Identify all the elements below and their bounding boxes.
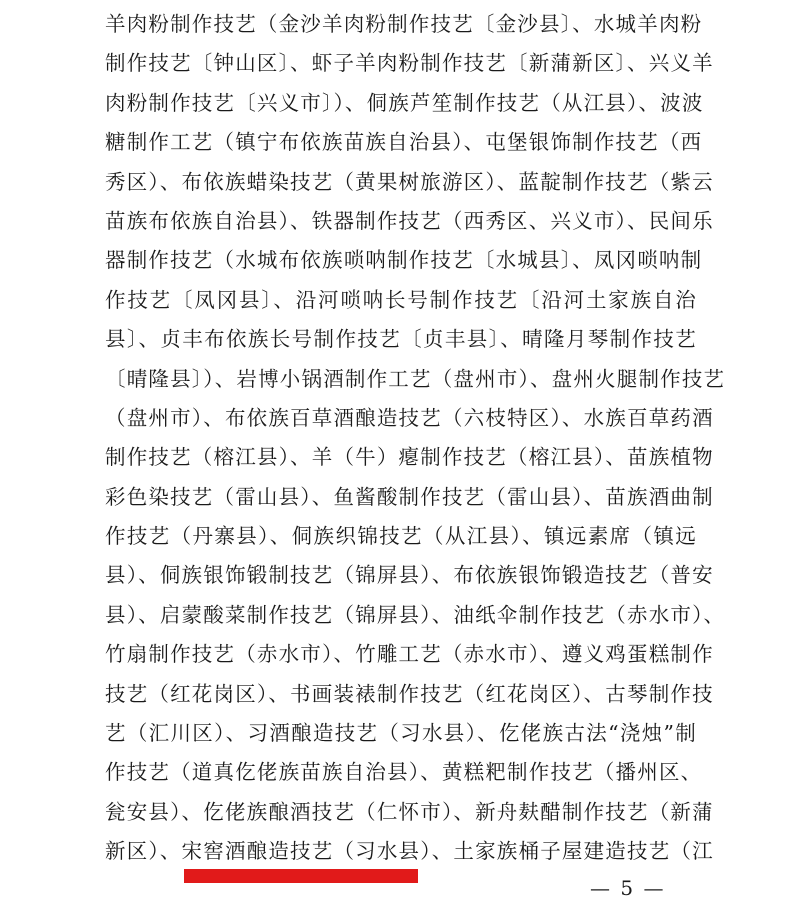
text-line: 县）、启蒙酸菜制作技艺（锦屏县）、油纸伞制作技艺（赤水市）、 [105,602,726,627]
text-line: 糖制作工艺（镇宁布依族苗族自治县）、屯堡银饰制作技艺（西 [105,130,703,155]
text-line: 瓮安县）、仡佬族酿酒技艺（仁怀市）、新舟麸醋制作技艺（新蒲 [105,799,714,824]
text-line: 制作技艺（榕江县）、羊（牛）瘪制作技艺（榕江县）、苗族植物 [105,445,714,470]
text-line: 作技艺（丹寨县）、侗族织锦技艺（从江县）、镇远素席（镇远 [105,524,697,549]
text-line: 制作技艺〔钟山区〕、虾子羊肉粉制作技艺〔新蒲新区〕、兴义羊 [105,51,714,76]
text-line: 新区）、宋窖酒酿造技艺（习水县）、土家族桶子屋建造技艺（江 [105,839,714,864]
text-line: 羊肉粉制作技艺（金沙羊肉粉制作技艺〔金沙县〕、水城羊肉粉 [105,12,703,36]
text-line: 艺（汇川区）、习酒酿造技艺（习水县）、仡佬族古法“浇烛”制 [105,721,697,746]
text-line: 作技艺（道真仡佬族苗族自治县）、黄糕粑制作技艺（播州区、 [105,760,703,785]
text-line: 彩色染技艺（雷山县）、鱼酱酸制作技艺（雷山县）、苗族酒曲制 [105,484,714,509]
text-line: 肉粉制作技艺〔兴义市〕）、侗族芦笙制作技艺（从江县）、波波 [105,90,704,115]
text-line: 县〕、贞丰布依族长号制作技艺〔贞丰县〕、晴隆月琴制作技艺 [105,327,697,352]
text-line: （盘州市）、布依族百草酒酿造技艺（六枝特区）、水族百草药酒 [105,405,714,430]
page-number: — 5 — [590,876,666,900]
text-line: 技艺（红花岗区）、书画装裱制作技艺（红花岗区）、古琴制作技 [105,681,714,706]
text-line: 竹扇制作技艺（赤水市）、竹雕工艺（赤水市）、遵义鸡蛋糕制作 [105,642,714,667]
text-line: 秀区）、布依族蜡染技艺（黄果树旅游区）、蓝靛制作技艺（紫云 [105,169,714,194]
text-line: 作技艺〔凤冈县〕、沿河唢呐长号制作技艺〔沿河土家族自治 [105,287,697,312]
text-line: 器制作技艺（水城布依族唢呐制作技艺〔水城县〕、凤冈唢呐制 [105,248,703,273]
document-body [105,10,726,877]
red-underline-mark [184,869,418,883]
text-line: 县）、侗族银饰锻制技艺（锦屏县）、布依族银饰锻造技艺（普安 [105,563,714,588]
text-line: 苗族布依族自治县）、铁器制作技艺（西秀区、兴义市）、民间乐 [105,208,714,233]
text-line: 〔晴隆县〕）、岩博小锅酒制作工艺（盘州市）、盘州火腿制作技艺 [105,366,726,391]
